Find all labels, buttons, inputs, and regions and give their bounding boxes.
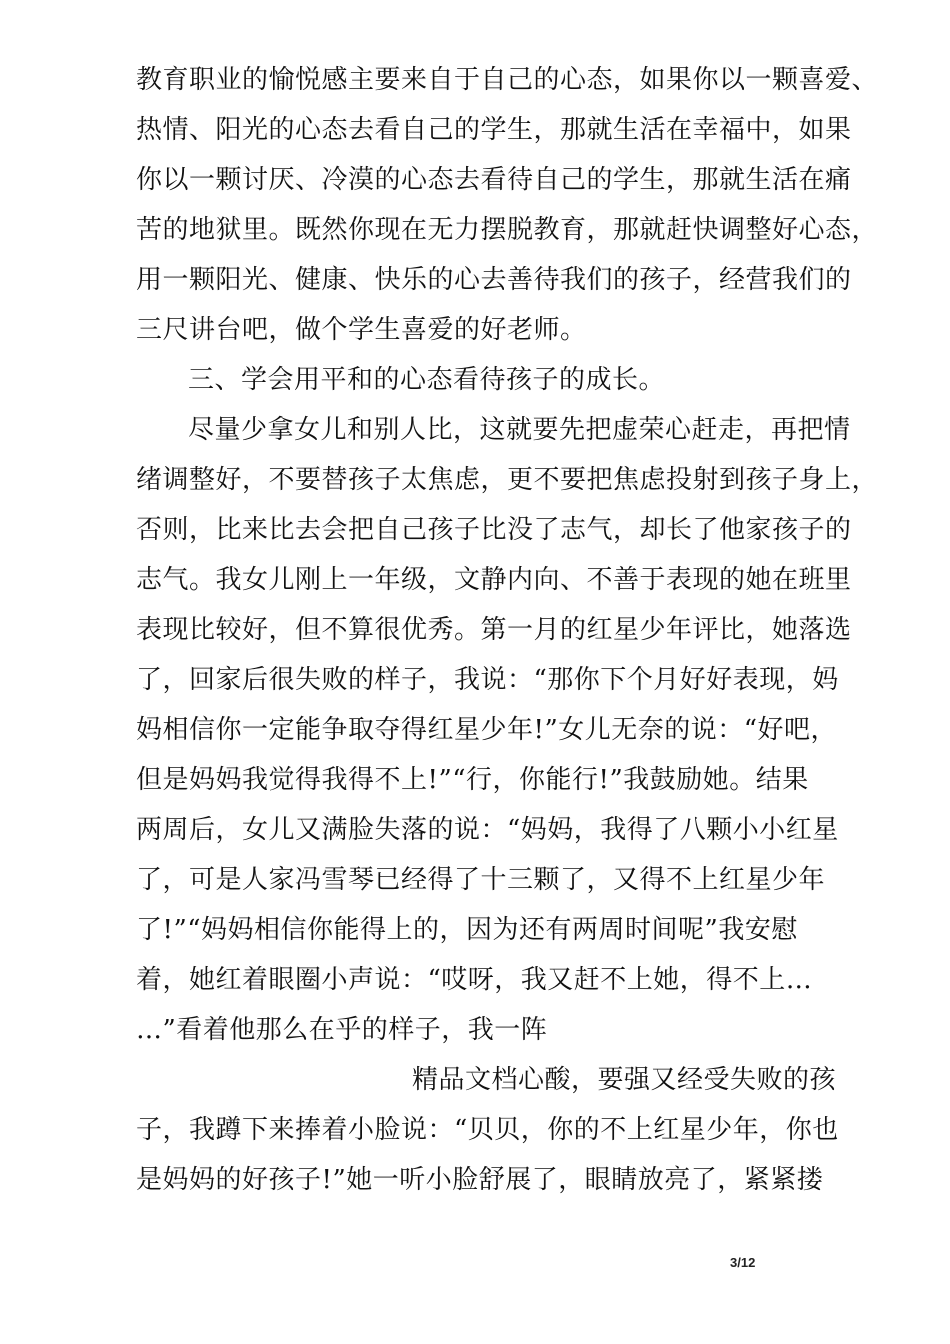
text-line: 了!”“妈妈相信你能得上的，因为还有两周时间呢”我安慰 xyxy=(136,915,798,945)
text-line: …”看着他那么在乎的样子，我一阵 xyxy=(136,1015,548,1045)
text-line: 教育职业的愉悦感主要来自于自己的心态，如果你以一颗喜爱、 xyxy=(136,65,879,95)
text-line: 妈相信你一定能争取夺得红星少年!”女儿无奈的说：“好吧， xyxy=(136,715,838,745)
text-line: 但是妈妈我觉得我得不上!”“行，你能行!”我鼓励她。结果 xyxy=(136,765,809,795)
text-line: 热情、阳光的心态去看自己的学生，那就生活在幸福中，如果 xyxy=(136,115,852,145)
text-line: 你以一颗讨厌、冷漠的心态去看待自己的学生，那就生活在痛 xyxy=(136,165,852,195)
section-heading: 三、学会用平和的心态看待孩子的成长。 xyxy=(188,365,666,395)
text-line: 了，回家后很失败的样子，我说：“那你下个月好好表现，妈 xyxy=(136,665,839,695)
text-line: 用一颗阳光、健康、快乐的心去善待我们的孩子，经营我们的 xyxy=(136,265,852,295)
text-line: 三尺讲台吧，做个学生喜爱的好老师。 xyxy=(136,315,587,345)
text-line: 志气。我女儿刚上一年级，文静内向、不善于表现的她在班里 xyxy=(136,565,852,595)
text-line: 是妈妈的好孩子!”她一听小脸舒展了，眼睛放亮了，紧紧搂 xyxy=(136,1165,824,1195)
text-line: 绪调整好，不要替孩子太焦虑，更不要把焦虑投射到孩子身上， xyxy=(136,465,879,495)
text-line: 了，可是人家冯雪琴已经得了十三颗了，又得不上红星少年 xyxy=(136,865,826,895)
text-line: 两周后，女儿又满脸失落的说：“妈妈，我得了八颗小小红星 xyxy=(136,815,839,845)
text-line: 精品文档心酸，要强又经受失败的孩 xyxy=(412,1065,837,1095)
text-line: 尽量少拿女儿和别人比，这就要先把虚荣心赶走，再把情 xyxy=(188,415,851,445)
page-number: 3/12 xyxy=(730,1255,756,1270)
text-line: 表现比较好，但不算很优秀。第一月的红星少年评比，她落选 xyxy=(136,615,852,645)
text-line: 子，我蹲下来捧着小脸说：“贝贝，你的不上红星少年，你也 xyxy=(136,1115,839,1145)
text-line: 苦的地狱里。既然你现在无力摆脱教育，那就赶快调整好心态， xyxy=(136,215,879,245)
text-line: 否则，比来比去会把自己孩子比没了志气，却长了他家孩子的 xyxy=(136,515,852,545)
text-line: 着，她红着眼圈小声说：“哎呀，我又赶不上她，得不上… xyxy=(136,965,813,995)
